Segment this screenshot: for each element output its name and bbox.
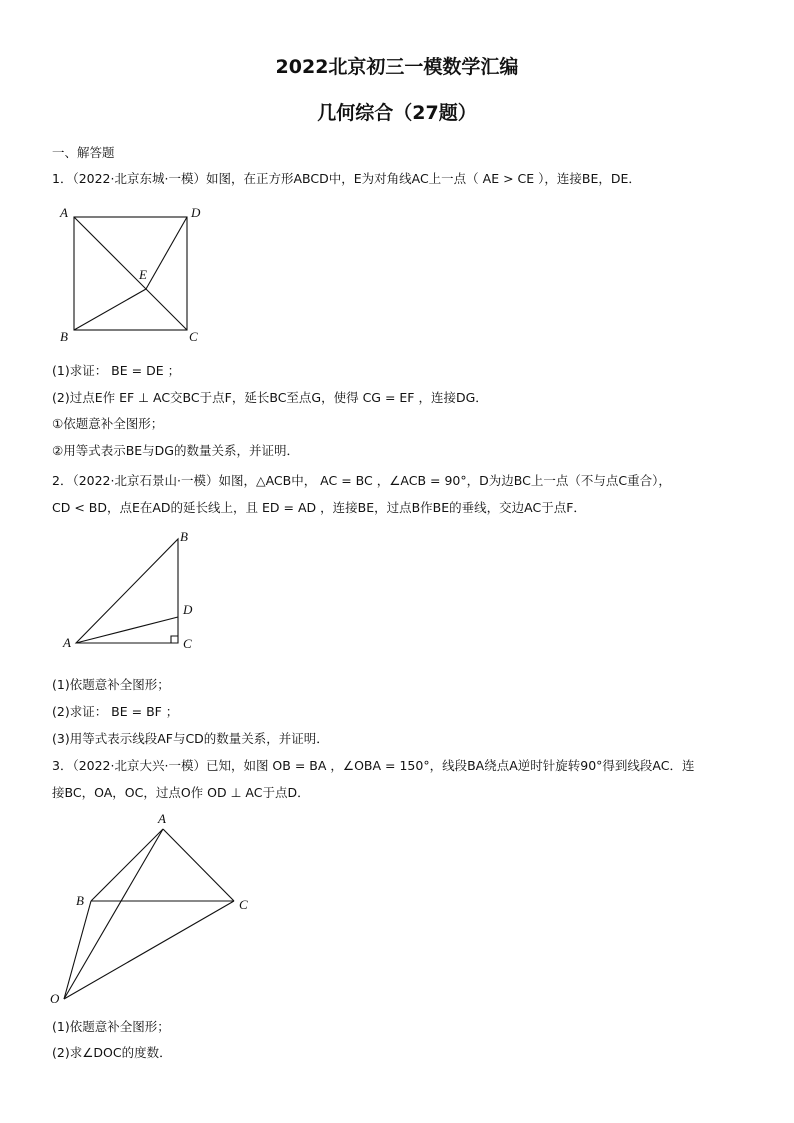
q3-segment-ab [91,829,163,901]
q2-triangle-diagram [62,529,193,651]
q3-segment-ob [64,901,91,999]
q2-label-d: D [183,602,193,617]
q1-label-b: B [60,329,68,344]
q1-label-c: C [189,329,198,344]
q3-label-a: A [158,811,166,826]
q3-segment-oa [64,829,163,999]
q1-sub2a: ①依题意补全图形； [52,416,164,431]
q3-label-b: B [76,893,84,908]
q2-right-angle-mark [171,636,178,643]
q3-stem-line2: 接BC，OA，OC，过点O作 OD ⊥ AC于点D． [52,785,310,800]
q2-sub1: (1)依题意补全图形； [52,677,170,692]
q1-square-abcd [74,217,187,330]
q1-stem: 1．（2022·北京东城·一模）如图，在正方形ABCD中，E为对角线AC上一点（ AE > CE ），连接BE，DE． [52,171,641,186]
q1-label-e: E [139,267,147,282]
q3-label-c: C [239,897,248,912]
q2-label-c: C [183,636,192,651]
q1-segment-de [146,217,187,289]
q3-segment-oc [64,901,234,999]
q1-label-a: A [60,205,68,220]
document-subtitle: 几何综合（27题） [317,102,477,124]
q1-square-diagram [59,205,201,344]
q3-sub2: (2)求∠DOC的度数． [52,1045,172,1060]
q3-stem-line1: 3．（2022·北京大兴·一模）已知，如图 OB = BA ，∠OBA = 150°，线段BA绕点A逆时针旋转90°得到线段AC．连 [52,758,695,773]
q2-sub3: (3)用等式表示线段AF与CD的数量关系，并证明． [52,731,329,746]
q3-diagram [50,811,248,1006]
section-heading: 一、解答题 [52,145,115,160]
q2-stem-line1: 2．（2022·北京石景山·一模）如图，△ACB中， AC = BC ，∠ACB = 90°，D为边BC上一点（不与点C重合）， [52,473,671,488]
q2-label-b: B [180,529,188,544]
q2-stem-line2: CD < BD，点E在AD的延长线上，且 ED = AD ，连接BE，过点B作BE的垂线，交边AC于点F． [52,500,586,515]
q1-sub1: (1)求证： BE = DE ； [52,363,181,378]
q3-label-o: O [50,991,60,1006]
q1-segment-be [74,289,146,330]
q2-segment-ad [76,617,178,643]
q2-triangle-acb [76,539,178,643]
q1-sub2: (2)过点E作 EF ⊥ AC交BC于点F，延长BC至点G，使得 CG = EF ，连接DG． [52,390,488,405]
q2-sub2: (2)求证： BE = BF ； [52,704,179,719]
q1-diagonal-ac [74,217,187,330]
document-title: 2022北京初三一模数学汇编 [275,56,519,78]
q2-label-a: A [63,635,71,650]
q1-sub2b: ②用等式表示BE与DG的数量关系，并证明． [52,443,299,458]
q3-sub1: (1)依题意补全图形； [52,1019,170,1034]
q1-label-d: D [191,205,201,220]
q3-segment-ac [163,829,234,901]
